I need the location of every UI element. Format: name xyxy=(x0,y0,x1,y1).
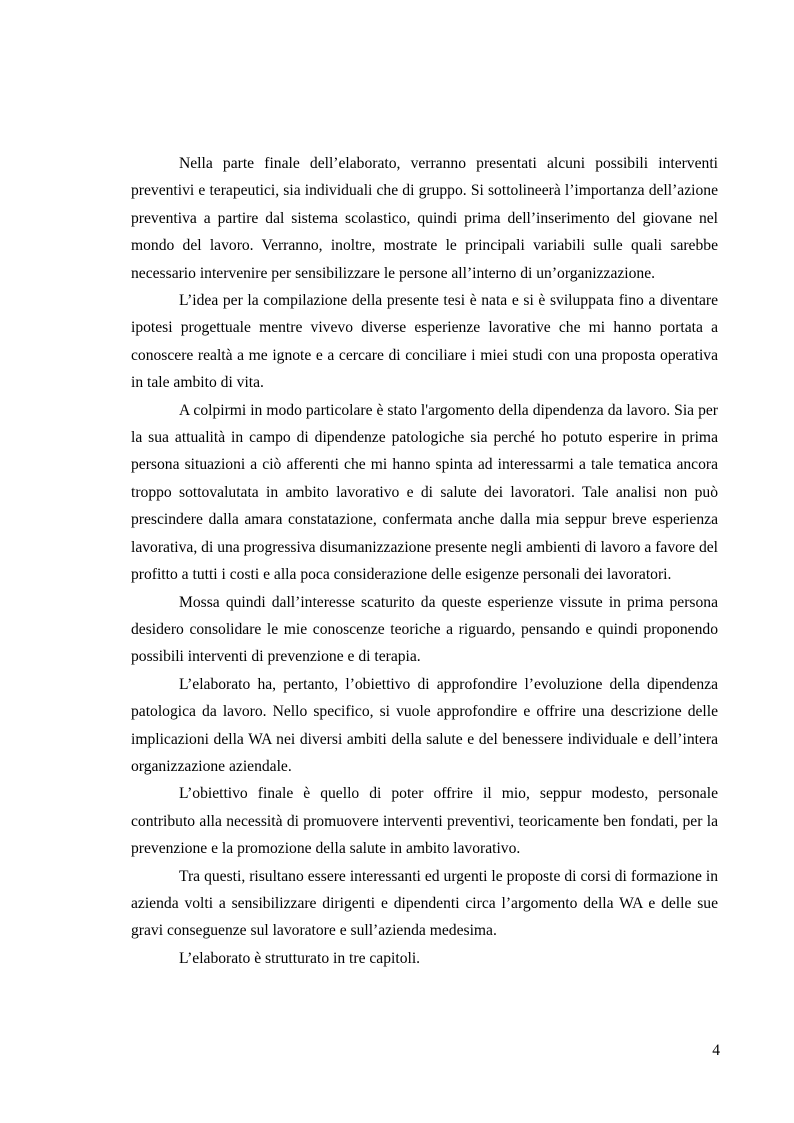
paragraph-final-objective: L’obiettivo finale è quello di poter offrire il mio, seppur modesto, personale contributo alla necessità di promuovere interventi preventivi, teoricamente ben fondati, per la prevenzione e la promozione della salute in ambito lavorativo. xyxy=(131,785,718,858)
paragraph-motivation: Mossa quindi dall’interesse scaturito da queste esperienze vissute in prima persona desidero consolidare le mie conoscenze teoriche a riguardo, pensando e quindi proponendo possibili interventi di prevenzione e di terapia. xyxy=(131,593,718,666)
body-text xyxy=(131,150,718,972)
paragraph-objective: L’elaborato ha, pertanto, l’obiettivo di approfondire l’evoluzione della dipendenza patologica da lavoro. Nello specifico, si vuole approfondire e offrire una descrizione delle implicazioni della WA nei diversi ambiti della salute e del benessere individuale e dell’intera organizzazione aziendale. xyxy=(131,675,718,775)
paragraph-work-addiction: A colpirmi in modo particolare è stato l'argomento della dipendenza da lavoro. Sia per la sua attualità in campo di dipendenze patologiche sia perché ho potuto esperire in prima persona situazioni a ciò afferenti che mi hanno spinta ad interessarmi a tale tematica ancora troppo sottovalutata in ambito lavorativo e di salute dei lavoratori. Tale analisi non può prescindere dalla amara constatazione, confermata anche dalla mia seppur breve esperienza lavorativa, di una progressiva disumanizzazione presente negli ambienti di lavoro a favore del profitto a tutti i costi e alla poca considerazione delle esigenze personali dei lavoratori. xyxy=(131,401,718,584)
paragraph-thesis-idea: L’idea per la compilazione della presente tesi è nata e si è sviluppata fino a diventare ipotesi progettuale mentre vivevo diverse esperienze lavorative che mi hanno portata a conoscere realtà a me ignote e a cercare di conciliare i miei studi con una proposta operativa in tale ambito di vita. xyxy=(131,292,718,392)
paragraph-training-proposals: Tra questi, risultano essere interessanti ed urgenti le proposte di corsi di formazione in azienda volti a sensibilizzare dirigenti e dipendenti circa l’argomento della WA e delle sue gravi conseguenze sul lavoratore e sull’azienda medesima. xyxy=(131,867,718,940)
paragraph-structure: L’elaborato è strutturato in tre capitoli. xyxy=(179,949,421,967)
paragraph-final-part: Nella parte finale dell’elaborato, verranno presentati alcuni possibili interventi preventivi e terapeutici, sia individuali che di gruppo. Si sottolineerà l’importanza dell’azione preventiva a partire dal sistema scolastico, quindi prima dell’inserimento del giovane nel mondo del lavoro. Verranno, inoltre, mostrate le principali variabili sulle quali sarebbe necessario intervenire per sensibilizzare le persone all’interno di un’organizzazione. xyxy=(131,155,718,282)
page-number: 4 xyxy=(712,1042,720,1059)
